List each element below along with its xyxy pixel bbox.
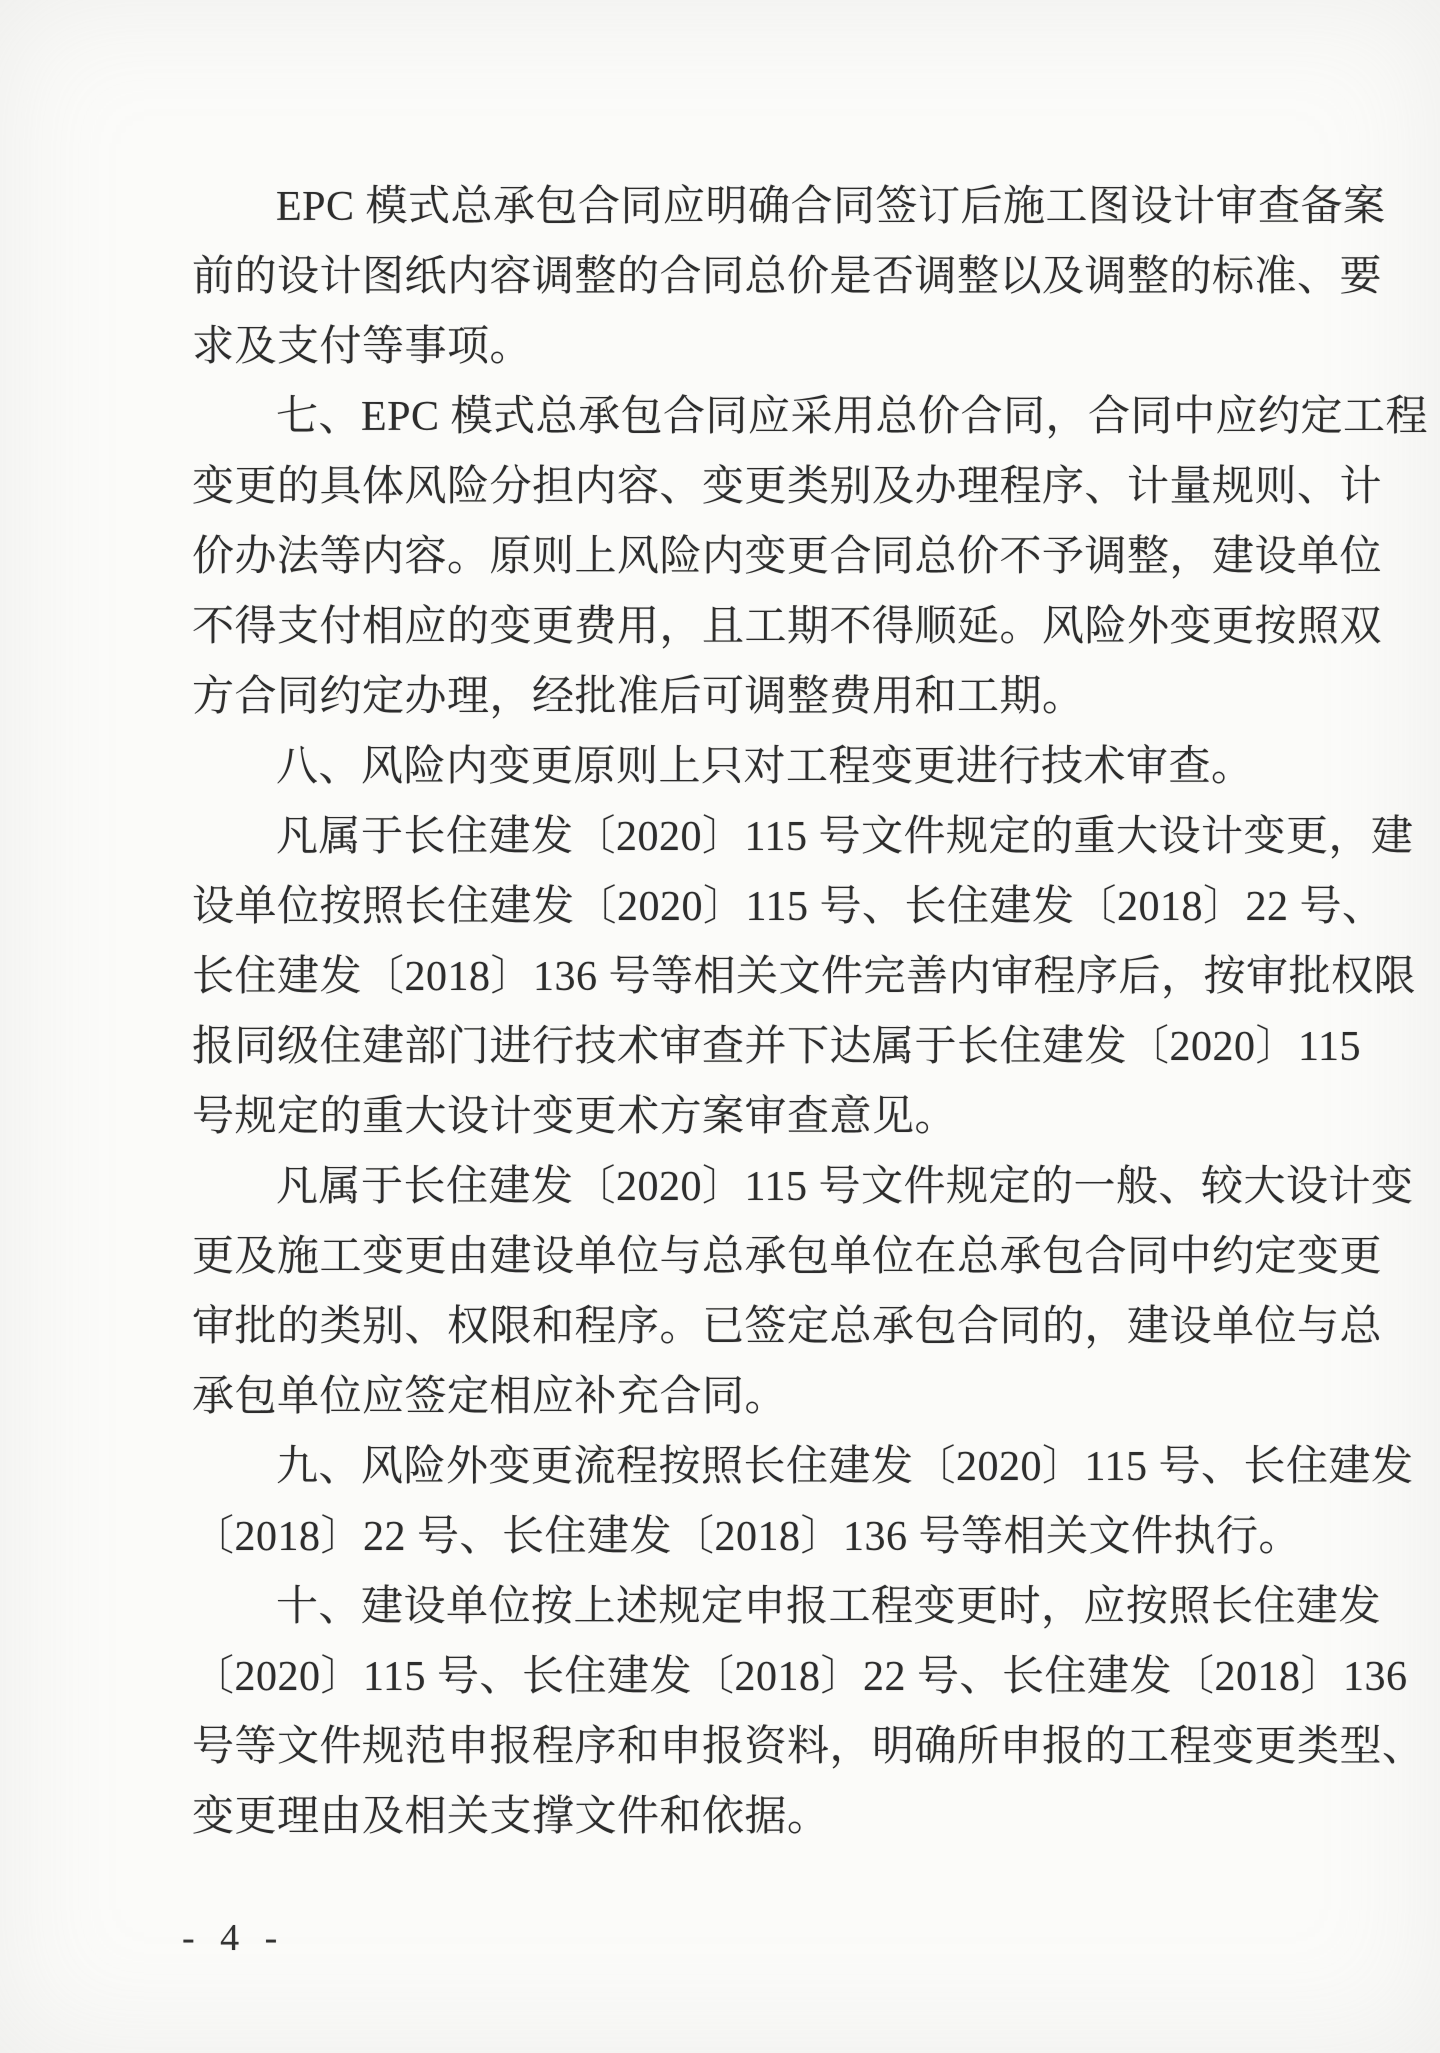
page-number: - 4 - [182,1917,286,1959]
paragraph-item-nine [192,1432,1414,1572]
text-line: 不得支付相应的变更费用，且工期不得顺延。风险外变更按照双 [192,604,1383,650]
text-line: 方合同约定办理，经批准后可调整费用和工期。 [192,674,1085,720]
text-line: 号规定的重大设计变更术方案审查意见。 [192,1094,958,1140]
text-line: 审批的类别、权限和程序。已签定总承包合同的，建设单位与总 [192,1304,1383,1350]
text-line: EPC 模式总承包合同应明确合同签订后施工图设计审查备案 [276,184,1386,230]
text-line: 八、风险内变更原则上只对工程变更进行技术审查。 [276,744,1254,790]
paragraph-item-seven [192,382,1429,732]
document-body [192,172,1429,1852]
text-line: 十、建设单位按上述规定申报工程变更时，应按照长住建发 [276,1584,1382,1630]
text-line: 价办法等内容。原则上风险内变更合同总价不予调整，建设单位 [192,534,1383,580]
text-line: 更及施工变更由建设单位与总承包单位在总承包合同中约定变更 [192,1234,1383,1280]
paragraph-item-ten [192,1572,1425,1852]
text-line: 求及支付等事项。 [192,324,533,370]
page-footer [182,1916,285,1960]
paragraph-major-design-change [192,802,1417,1152]
text-line: 七、EPC 模式总承包合同应采用总价合同，合同中应约定工程 [276,394,1429,440]
text-line: 前的设计图纸内容调整的合同总价是否调整以及调整的标准、要 [192,254,1383,300]
text-line: 变更的具体风险分担内容、变更类别及办理程序、计量规则、计 [192,464,1383,510]
text-line: 设单位按照长住建发〔2020〕115 号、长住建发〔2018〕22 号、 [192,884,1385,930]
text-line: 号等文件规范申报程序和申报资料，明确所申报的工程变更类型、 [192,1724,1425,1770]
text-line: 凡属于长住建发〔2020〕115 号文件规定的重大设计变更，建 [276,814,1414,860]
text-line: 承包单位应签定相应补充合同。 [192,1374,788,1420]
paragraph-general-design-change [192,1152,1414,1432]
text-line: 变更理由及相关支撑文件和依据。 [192,1794,830,1840]
text-line: 九、风险外变更流程按照长住建发〔2020〕115 号、长住建发 [276,1444,1414,1490]
text-line: 〔2020〕115 号、长住建发〔2018〕22 号、长住建发〔2018〕136 [192,1654,1408,1700]
text-line: 〔2018〕22 号、长住建发〔2018〕136 号等相关文件执行。 [192,1514,1302,1560]
text-line: 长住建发〔2018〕136 号等相关文件完善内审程序后，按审批权限 [192,954,1417,1000]
text-line: 凡属于长住建发〔2020〕115 号文件规定的一般、较大设计变 [276,1164,1414,1210]
paragraph-item-eight [192,732,1402,802]
paragraph-epc-contract-clause [192,172,1402,382]
text-line: 报同级住建部门进行技术审查并下达属于长住建发〔2020〕115 [192,1024,1361,1070]
